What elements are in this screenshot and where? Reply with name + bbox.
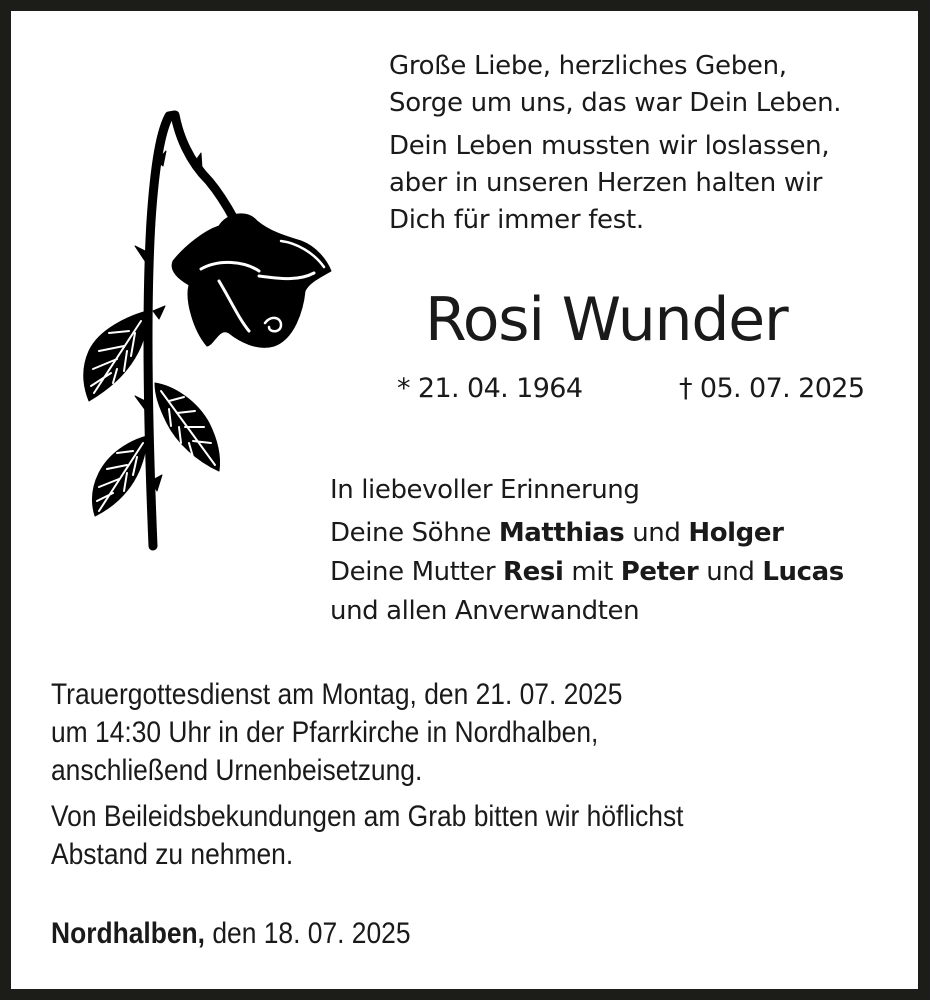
mourner-name: Matthias [498,518,625,548]
birth-star-icon: * [397,373,410,404]
signature [51,914,411,954]
death-date [679,371,864,407]
text: Deine Mutter [330,557,504,587]
signature-date: den 18. 07. 2025 [205,917,411,950]
mourners-line-relatives: und allen Anverwandten [330,596,640,626]
service-line: anschließend Urnenbeisetzung. [51,754,423,787]
death-date-value: 05. 07. 2025 [699,373,865,404]
mourner-name: Peter [620,557,699,587]
death-cross-icon: † [679,373,692,404]
mourners-line-sons [330,514,844,553]
poem-line: Dein Leben mussten wir loslassen, [389,131,830,161]
note-line: Von Beileidsbekundungen am Grab bitten wir höflichst [51,800,684,833]
obituary-card [11,11,918,989]
poem-stanza-2 [389,128,841,239]
mourner-name: Holger [688,518,784,548]
text: und [624,518,689,548]
mourners-line-mother [330,553,844,592]
note-line: Abstand zu nehmen. [51,838,294,871]
mourner-name: Lucas [762,557,844,587]
mourners-intro: In liebevoller Erinnerung [330,475,640,505]
mourners-block [330,471,844,631]
mourner-name: Resi [503,557,564,587]
text: mit [563,557,621,587]
service-line: Trauergottesdienst am Montag, den 21. 07. 2025 [51,678,623,711]
birth-date-value: 21. 04. 1964 [417,373,583,404]
service-line: um 14:30 Uhr in der Pfarrkirche in Nordhalben, [51,716,599,749]
poem-stanza-1 [389,48,841,122]
text: Deine Söhne [330,518,499,548]
poem-line: Dich für immer fest. [389,205,644,235]
birth-date [397,371,582,407]
signature-place: Nordhalben, [51,917,206,950]
poem [389,48,841,239]
deceased-name: Rosi Wunder [425,285,788,355]
wilted-rose-icon [69,101,339,551]
poem-line: Große Liebe, herzliches Geben, [389,51,787,81]
text: und [698,557,763,587]
condolence-note [51,798,684,874]
service-info [51,676,684,874]
poem-line: Sorge um uns, das war Dein Leben. [389,88,842,118]
poem-line: aber in unseren Herzen halten wir [389,168,823,198]
